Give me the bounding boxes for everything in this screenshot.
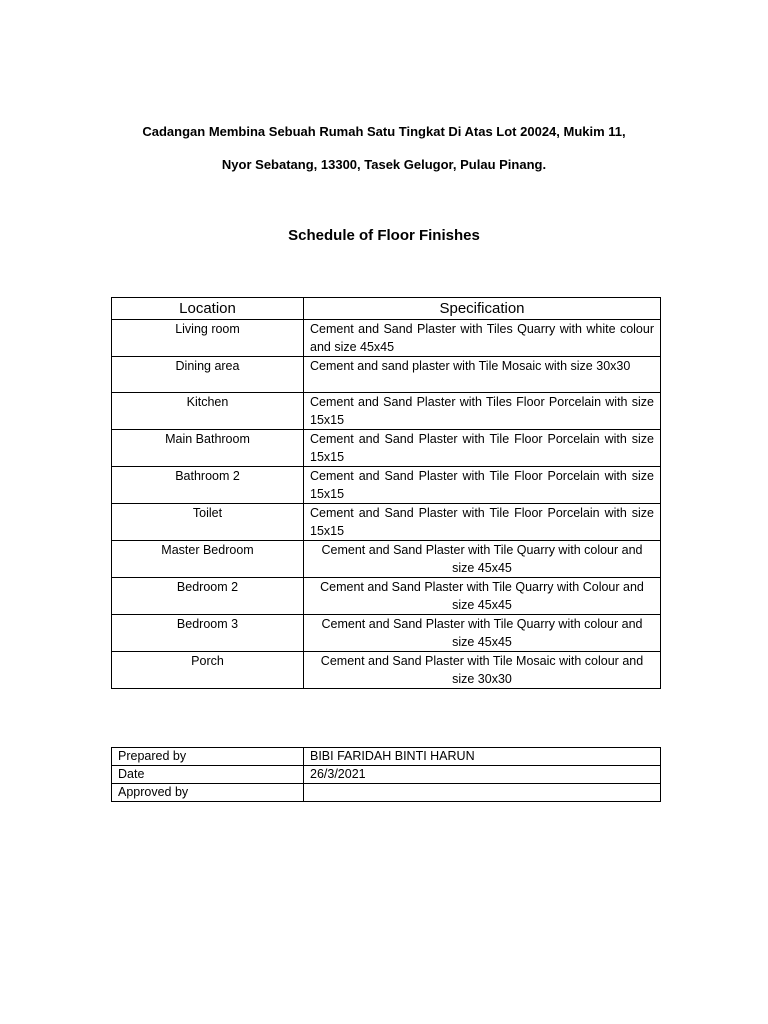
signoff-row xyxy=(112,784,661,802)
signoff-label: Prepared by xyxy=(112,748,304,766)
table-row xyxy=(112,578,661,615)
signoff-label: Approved by xyxy=(112,784,304,802)
signoff-value: BIBI FARIDAH BINTI HARUN xyxy=(304,748,661,766)
table-row xyxy=(112,504,661,541)
specification-cell: Cement and Sand Plaster with Tile Quarry with colour and size 45x45 xyxy=(304,615,661,652)
table-row xyxy=(112,357,661,393)
signoff-label: Date xyxy=(112,766,304,784)
specification-cell: Cement and Sand Plaster with Tile Quarry with Colour and size 45x45 xyxy=(304,578,661,615)
table-row xyxy=(112,320,661,357)
table-header-row xyxy=(112,298,661,320)
table-row xyxy=(112,615,661,652)
table-row xyxy=(112,430,661,467)
project-title-line-1: Cadangan Membina Sebuah Rumah Satu Tingkat Di Atas Lot 20024, Mukim 11, xyxy=(142,124,626,139)
column-header-location: Location xyxy=(112,298,304,320)
table-row xyxy=(112,541,661,578)
table-row xyxy=(112,393,661,430)
specification-cell: Cement and Sand Plaster with Tile Quarry with colour and size 45x45 xyxy=(304,541,661,578)
table-row xyxy=(112,467,661,504)
location-cell: Bedroom 3 xyxy=(112,615,304,652)
specification-cell: Cement and Sand Plaster with Tiles Quarry with white colour and size 45x45 xyxy=(304,320,661,357)
specification-cell: Cement and Sand Plaster with Tile Floor Porcelain with size 15x15 xyxy=(304,504,661,541)
project-title-line-2: Nyor Sebatang, 13300, Tasek Gelugor, Pulau Pinang. xyxy=(221,157,547,172)
floor-finishes-table xyxy=(111,297,661,689)
schedule-title: Schedule of Floor Finishes xyxy=(288,227,480,244)
signoff-row xyxy=(112,766,661,784)
specification-cell: Cement and Sand Plaster with Tiles Floor Porcelain with size 15x15 xyxy=(304,393,661,430)
specification-cell: Cement and sand plaster with Tile Mosaic with size 30x30 xyxy=(304,357,661,393)
location-cell: Main Bathroom xyxy=(112,430,304,467)
signoff-value: 26/3/2021 xyxy=(304,766,661,784)
location-cell: Kitchen xyxy=(112,393,304,430)
signoff-table xyxy=(111,747,661,802)
signoff-value xyxy=(304,784,661,802)
specification-cell: Cement and Sand Plaster with Tile Floor Porcelain with size 15x15 xyxy=(304,430,661,467)
location-cell: Bedroom 2 xyxy=(112,578,304,615)
location-cell: Toilet xyxy=(112,504,304,541)
signoff-row xyxy=(112,748,661,766)
specification-cell: Cement and Sand Plaster with Tile Mosaic with colour and size 30x30 xyxy=(304,652,661,689)
location-cell: Master Bedroom xyxy=(112,541,304,578)
location-cell: Porch xyxy=(112,652,304,689)
location-cell: Living room xyxy=(112,320,304,357)
column-header-specification: Specification xyxy=(304,298,661,320)
table-row xyxy=(112,652,661,689)
location-cell: Dining area xyxy=(112,357,304,393)
location-cell: Bathroom 2 xyxy=(112,467,304,504)
specification-cell: Cement and Sand Plaster with Tile Floor Porcelain with size 15x15 xyxy=(304,467,661,504)
